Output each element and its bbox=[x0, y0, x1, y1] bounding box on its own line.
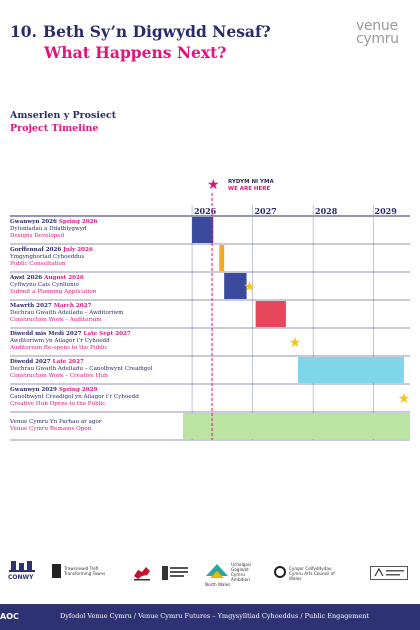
logo-line-1: venue bbox=[356, 18, 398, 34]
row-description-english: Public Consultation bbox=[10, 261, 66, 268]
row-date-welsh: Gorffennaf 2026 bbox=[10, 247, 64, 253]
row-description-welsh: Dechrau Gwaith Adeiladu – Awditoriwm bbox=[10, 310, 124, 317]
row-description-english: Venue Cymru Remains Open bbox=[10, 426, 92, 433]
year-tick-label: 2026 bbox=[193, 206, 217, 216]
milestone-star-icon: ★ bbox=[243, 279, 256, 295]
row-description-english: Designs Developed bbox=[10, 233, 65, 240]
row-description-welsh: Dyluniadau a Ddatblygwyd bbox=[10, 226, 87, 233]
row-description-welsh: Venue Cymru Yn Parhau ar agor bbox=[10, 419, 102, 425]
footer-aoc: AOC bbox=[0, 612, 19, 621]
page-title-welsh: Beth Sy’n Digwydd Nesaf? bbox=[42, 22, 271, 41]
row-date-english: Spring 2026 bbox=[58, 219, 98, 225]
milestone-star-icon: ★ bbox=[397, 391, 411, 407]
pink-star-icon: ★ bbox=[207, 177, 220, 193]
arts-council-logo bbox=[274, 566, 346, 581]
timeline-row-label bbox=[10, 219, 185, 241]
ambition-north-wales-text: Uchelgais Gogledd Cymru Ambition North Wales bbox=[205, 562, 252, 587]
timeline-bar bbox=[298, 357, 404, 383]
crown-icon bbox=[162, 564, 190, 582]
section-number: 10. bbox=[10, 22, 37, 41]
row-date bbox=[10, 331, 185, 338]
row-description-english: Construction Work – Creative Hub bbox=[10, 373, 108, 380]
ambition-north-wales-logo bbox=[205, 562, 260, 587]
milestone-star-icon: ★ bbox=[288, 335, 302, 351]
transforming-towns-text: Trawsnewid Trefi Transforming Towns bbox=[64, 566, 106, 576]
row-date-welsh: Mawrth 2027 bbox=[10, 303, 54, 309]
row-description-welsh: Awditoriwm yn Ailagor i’r Cyhoedd bbox=[10, 338, 110, 345]
row-description-welsh: Cyflwyno Cais Cynllunio bbox=[10, 282, 79, 289]
arts-council-text: Cyngor Celfyddydau Cymru Arts Council of Wales bbox=[289, 566, 335, 581]
venue-open-bar bbox=[183, 413, 410, 439]
conwy-logo-text: CONWY bbox=[8, 574, 34, 581]
row-description-welsh: Dechrau Gwaith Adeiladu – Canolbwynt Creadigol bbox=[10, 366, 153, 373]
transforming-towns-logo bbox=[52, 564, 122, 578]
row-date-english: Spring 2029 bbox=[58, 387, 98, 393]
row-date-welsh: Gwanwyn 2029 bbox=[10, 387, 59, 393]
lottery-icon bbox=[370, 566, 408, 580]
row-date-english: Late 2027 bbox=[52, 359, 84, 365]
we-are-here-english: WE ARE HERE bbox=[228, 186, 271, 192]
timeline-row-label bbox=[10, 275, 185, 297]
row-description-english: Construction Work – Auditorium bbox=[10, 317, 102, 324]
row-date-english: July 2026 bbox=[63, 247, 93, 253]
section-title-english: Project Timeline bbox=[10, 123, 99, 134]
row-description-english: Submit a Planning Application bbox=[10, 289, 97, 296]
timeline-row-label bbox=[10, 419, 185, 433]
row-date-welsh: Awst 2026 bbox=[10, 275, 45, 281]
conwy-logo bbox=[8, 560, 40, 580]
dragon-icon bbox=[132, 564, 152, 582]
row-date-welsh: Gwanwyn 2026 bbox=[10, 219, 59, 225]
year-tick-label: 2029 bbox=[374, 206, 397, 216]
timeline-row-label bbox=[10, 303, 185, 325]
row-description-english: Auditorium Re-opens to the Public bbox=[10, 345, 108, 352]
levelling-up-logo bbox=[162, 564, 192, 583]
row-date-english: Late Sept 2027 bbox=[83, 331, 131, 337]
timeline-row-label bbox=[10, 331, 185, 353]
year-tick-label: 2028 bbox=[315, 206, 338, 216]
transforming-towns-icon bbox=[52, 564, 61, 578]
timeline-row-label bbox=[10, 247, 185, 269]
footer-bar bbox=[0, 604, 420, 630]
row-date bbox=[10, 387, 185, 394]
footer-text: Dyfodol Venue Cymru / Venue Cymru Futures – Ymgysylltiad Cyhoeddus / Public Engagement bbox=[60, 612, 370, 620]
row-date-welsh: Diwedd mis Medi 2027 bbox=[10, 331, 84, 337]
ambition-icon bbox=[205, 562, 229, 582]
row-date bbox=[10, 247, 185, 254]
logo-line-2: cymru bbox=[356, 31, 399, 47]
row-date bbox=[10, 303, 185, 310]
timeline-bar bbox=[219, 245, 224, 271]
welsh-government-logo bbox=[132, 564, 154, 583]
page-title-english: What Happens Next? bbox=[44, 43, 227, 62]
row-date-english: March 2027 bbox=[53, 303, 92, 309]
timeline-bar bbox=[256, 301, 286, 327]
conwy-crest-icon bbox=[8, 560, 38, 574]
year-tick-label: 2027 bbox=[254, 206, 277, 216]
timeline-bar bbox=[192, 217, 213, 243]
timeline-row-label bbox=[10, 359, 185, 381]
we-are-here-welsh: RYDYM NI YMA bbox=[228, 179, 274, 185]
arts-council-icon bbox=[274, 566, 286, 578]
timeline-row-label bbox=[10, 387, 185, 409]
row-description-welsh: Canolbwynt Creadigol yn Ailagor i’r Cyhoedd bbox=[10, 394, 139, 401]
section-title-welsh: Amserlen y Prosiect bbox=[10, 110, 117, 121]
row-description-english: Creative Hub Opens to the Public bbox=[10, 401, 106, 408]
lottery-logo bbox=[370, 566, 410, 581]
row-date-welsh: Diwedd 2027 bbox=[10, 359, 53, 365]
row-date bbox=[10, 359, 185, 366]
sponsor-logos bbox=[0, 560, 420, 590]
row-date bbox=[10, 275, 185, 282]
row-date bbox=[10, 219, 185, 226]
row-description-welsh: Ymgynghoriad Cyhoeddus bbox=[10, 254, 85, 261]
row-date-english: August 2026 bbox=[44, 275, 84, 281]
